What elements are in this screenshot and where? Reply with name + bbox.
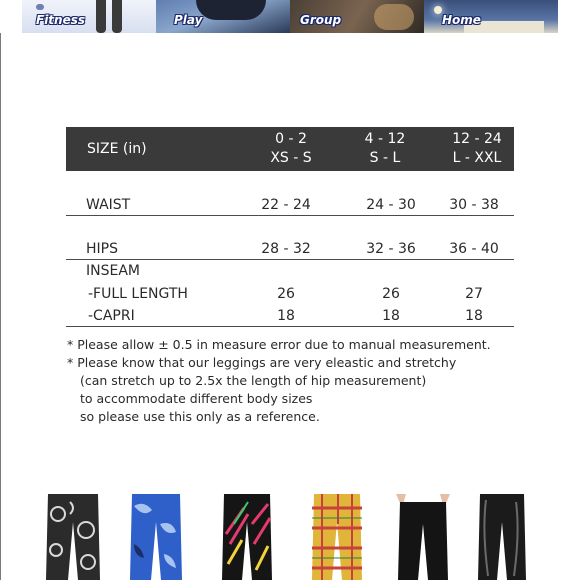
note-reference: so please use this only as a reference.: [80, 409, 320, 424]
home-photo-lamp: [434, 6, 442, 14]
product-leggings-6[interactable]: [474, 494, 530, 580]
row-label: -FULL LENGTH: [88, 286, 188, 302]
category-group[interactable]: [290, 0, 424, 33]
table-cell: 36 - 40: [449, 241, 499, 257]
leggings-black-white-rose-image: [40, 494, 106, 580]
category-label: Fitness: [36, 13, 86, 27]
note-elastic: * Please know that our leggings are very eleastic and stretchy: [67, 355, 457, 370]
product-leggings-3[interactable]: [218, 494, 276, 580]
leggings-plaid-image: [308, 494, 366, 580]
product-leggings-2[interactable]: [126, 494, 186, 580]
leggings-neon-palm-image: [218, 494, 276, 580]
size-header-label: SIZE (in): [87, 141, 147, 157]
row-divider: [66, 326, 514, 327]
category-banner: [22, 0, 558, 33]
note-body-sizes: to accommodate different body sizes: [80, 391, 313, 406]
size-range: 4 - 12: [364, 131, 406, 147]
table-cell: 26: [382, 286, 400, 302]
size-letters: S - L: [369, 150, 401, 166]
product-row: [0, 494, 580, 580]
category-label: Home: [442, 13, 481, 27]
table-cell: 32 - 36: [366, 241, 416, 257]
table-cell: 30 - 38: [449, 197, 499, 213]
table-cell: 18: [277, 308, 295, 324]
row-divider: [66, 215, 514, 216]
fitness-photo-legs: [96, 0, 106, 33]
size-column-1: [252, 130, 330, 168]
note-stretch: (can stretch up to 2.5x the length of hip measurement): [80, 373, 427, 388]
group-photo: [374, 4, 414, 30]
row-label: -CAPRI: [88, 308, 135, 324]
category-label: Play: [174, 13, 203, 27]
product-leggings-4[interactable]: [308, 494, 366, 580]
table-cell: 22 - 24: [261, 197, 311, 213]
table-cell: 18: [465, 308, 483, 324]
play-photo-umbrella: [196, 0, 266, 20]
row-divider: [66, 259, 514, 260]
size-range: 12 - 24: [452, 131, 502, 147]
size-letters: XS - S: [270, 150, 312, 166]
category-play[interactable]: [156, 0, 290, 33]
size-column-3: [440, 130, 514, 168]
row-label: INSEAM: [86, 263, 140, 279]
table-cell: 18: [382, 308, 400, 324]
size-letters: L - XXL: [452, 150, 502, 166]
category-fitness[interactable]: [22, 0, 156, 33]
product-leggings-5[interactable]: [392, 494, 454, 580]
row-label: WAIST: [86, 197, 131, 213]
product-leggings-1[interactable]: [40, 494, 106, 580]
fitness-logo-icon: [36, 4, 44, 10]
leggings-solid-black-image: [392, 494, 454, 580]
note-measure-error: * Please allow ± 0.5 in measure error due to manual measurement.: [67, 337, 491, 352]
leggings-black-leather-image: [474, 494, 530, 580]
category-label: Group: [300, 13, 342, 27]
fitness-photo-legs: [112, 0, 122, 33]
size-table-header: [66, 127, 514, 171]
table-cell: 26: [277, 286, 295, 302]
table-cell: 24 - 30: [366, 197, 416, 213]
size-column-2: [330, 130, 440, 168]
row-label: HIPS: [86, 241, 118, 257]
category-home[interactable]: [424, 0, 558, 33]
leggings-blue-camo-image: [126, 494, 186, 580]
size-range: 0 - 2: [275, 131, 307, 147]
table-cell: 27: [465, 286, 483, 302]
table-cell: 28 - 32: [261, 241, 311, 257]
